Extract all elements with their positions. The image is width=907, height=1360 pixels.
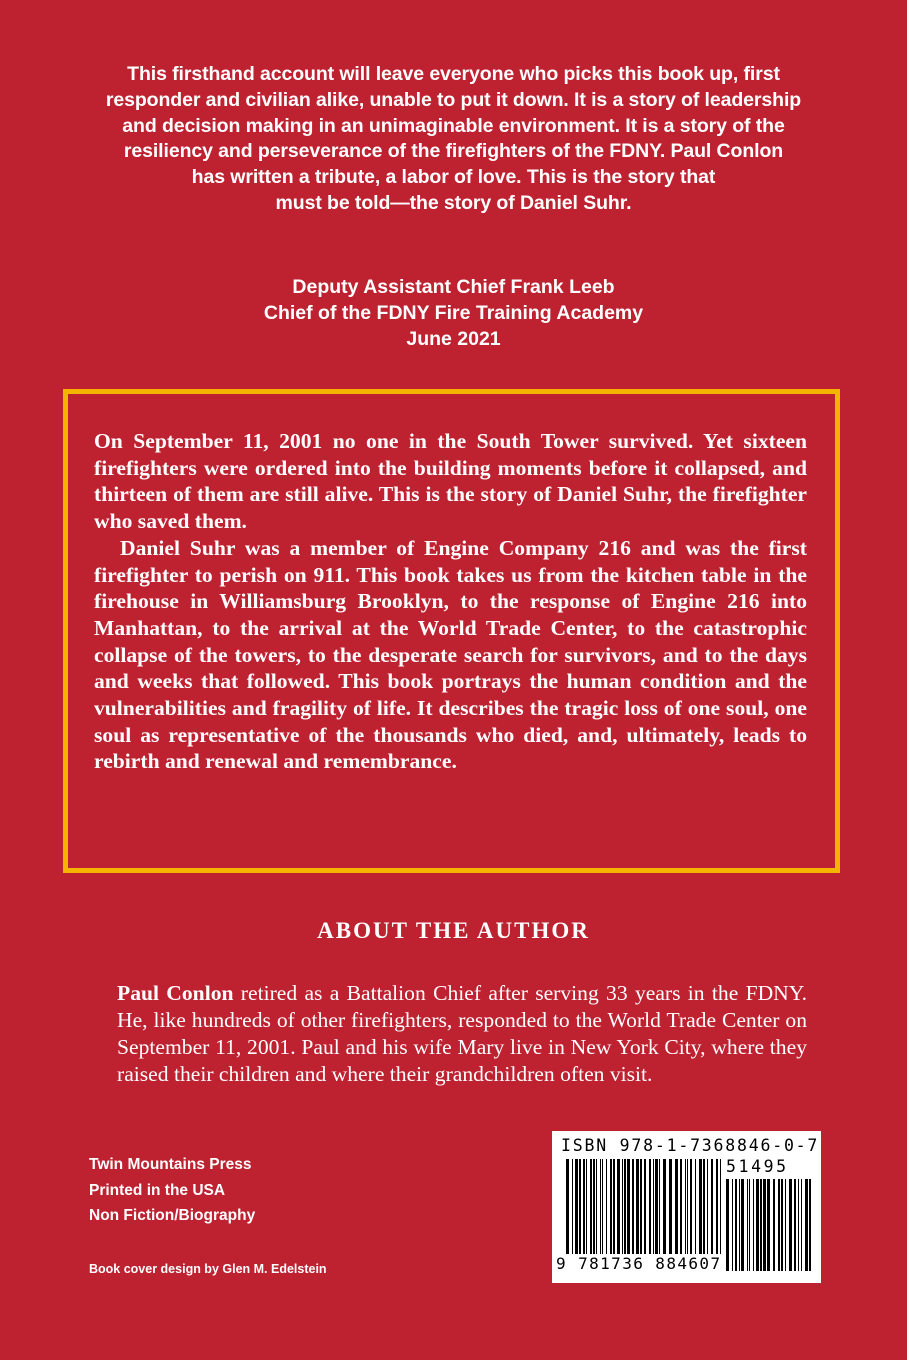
endorsement-line: responder and civilian alike, unable to put it down. It is a story of leadership	[105, 88, 802, 111]
ean-digits: 9 781736 884607	[552, 1254, 724, 1274]
isbn-label: ISBN 978-1-7368846-0-7	[561, 1136, 820, 1155]
book-category: Non Fiction/Biography	[89, 1207, 256, 1224]
barcode-bar	[809, 1179, 811, 1271]
about-author-bio	[117, 980, 807, 1088]
synopsis-box	[63, 389, 840, 873]
barcode-bar	[773, 1179, 775, 1271]
endorsement-line: This firsthand account will leave everyone who picks this book up, first	[127, 63, 780, 85]
barcode-bar	[805, 1179, 808, 1271]
barcode-bar	[760, 1179, 762, 1271]
endorsement-line: and decision making in an unimaginable environment. It is a story of the	[122, 114, 785, 137]
barcode-bar	[739, 1179, 740, 1271]
barcode-bar	[801, 1179, 802, 1271]
addon-barcode-bars	[726, 1179, 812, 1271]
printed-location: Printed in the USA	[89, 1181, 226, 1199]
about-author-heading: ABOUT THE AUTHOR	[317, 918, 590, 943]
barcode-bar	[756, 1179, 759, 1271]
signature-name: Deputy Assistant Chief Frank Leeb	[292, 276, 615, 298]
cover-design-credit: Book cover design by Glen M. Edelstein	[89, 1262, 327, 1276]
barcode-bar	[735, 1179, 737, 1271]
barcode-bar	[798, 1179, 799, 1271]
barcode-bar	[749, 1179, 750, 1271]
barcode-bar	[753, 1179, 754, 1271]
barcode-bar	[747, 1179, 748, 1271]
author-bio-text: retired as a Battalion Chief after serving 33 years in the FDNY. He, like hundreds of other firefighters, responded to the World Trade Center on September 11, 2001. Paul and his wife Mary live in New York City, where they raised their children and where their grandchildren often visit.	[117, 981, 807, 1086]
endorsement-quote	[100, 62, 807, 217]
endorsement-line: resiliency and perseverance of the firefighters of the FDNY. Paul Conlon	[123, 140, 784, 163]
barcode-bar	[726, 1179, 729, 1271]
signature-title: Chief of the FDNY Fire Training Academy	[263, 302, 644, 324]
endorsement-line: has written a tribute, a labor of love. This is the story that	[191, 166, 716, 189]
synopsis-text	[94, 428, 807, 775]
barcode-bar	[794, 1179, 796, 1271]
author-name: Paul Conlon	[117, 981, 234, 1005]
isbn-barcode	[552, 1131, 821, 1283]
barcode-bar	[781, 1179, 783, 1271]
endorsement-signature	[100, 274, 807, 352]
barcode-bar	[763, 1179, 766, 1271]
barcode-bar	[741, 1179, 744, 1271]
barcode-bar	[767, 1179, 770, 1271]
barcode-bar	[789, 1179, 792, 1271]
signature-date: June 2021	[406, 328, 501, 350]
publisher-info	[89, 1152, 255, 1229]
price-code: 51495	[726, 1157, 789, 1176]
barcode-bar	[778, 1179, 780, 1271]
synopsis-paragraph: Daniel Suhr was a member of Engine Company 216 and was the first firefighter to perish on 911. This book takes us from the kitchen table in the firehouse in Williamsburg Brooklyn, to the response of Engine 216 into Manhattan, to the arrival at the World Trade Center, to the catastrophic collapse of the towers, to the desperate search for survivors, and to the days and weeks that followed. This book portrays the human condition and the vulnerabilities and fragility of life. It describes the tragic loss of one soul, one soul as representative of the thousands who died, and, ultimately, leads to rebirth and renewal and remembrance.	[94, 535, 807, 774]
publisher-name: Twin Mountains Press	[89, 1156, 252, 1173]
endorsement-line: must be told—the story of Daniel Suhr.	[275, 191, 632, 214]
barcode-bar	[785, 1179, 786, 1271]
synopsis-paragraph: On September 11, 2001 no one in the South Tower survived. Yet sixteen firefighters were ordered into the building moments before it collapsed, and thirteen of them are still alive. This is the story of Daniel Suhr, the firefighter who saved them.	[94, 429, 807, 534]
barcode-bar	[732, 1179, 733, 1271]
